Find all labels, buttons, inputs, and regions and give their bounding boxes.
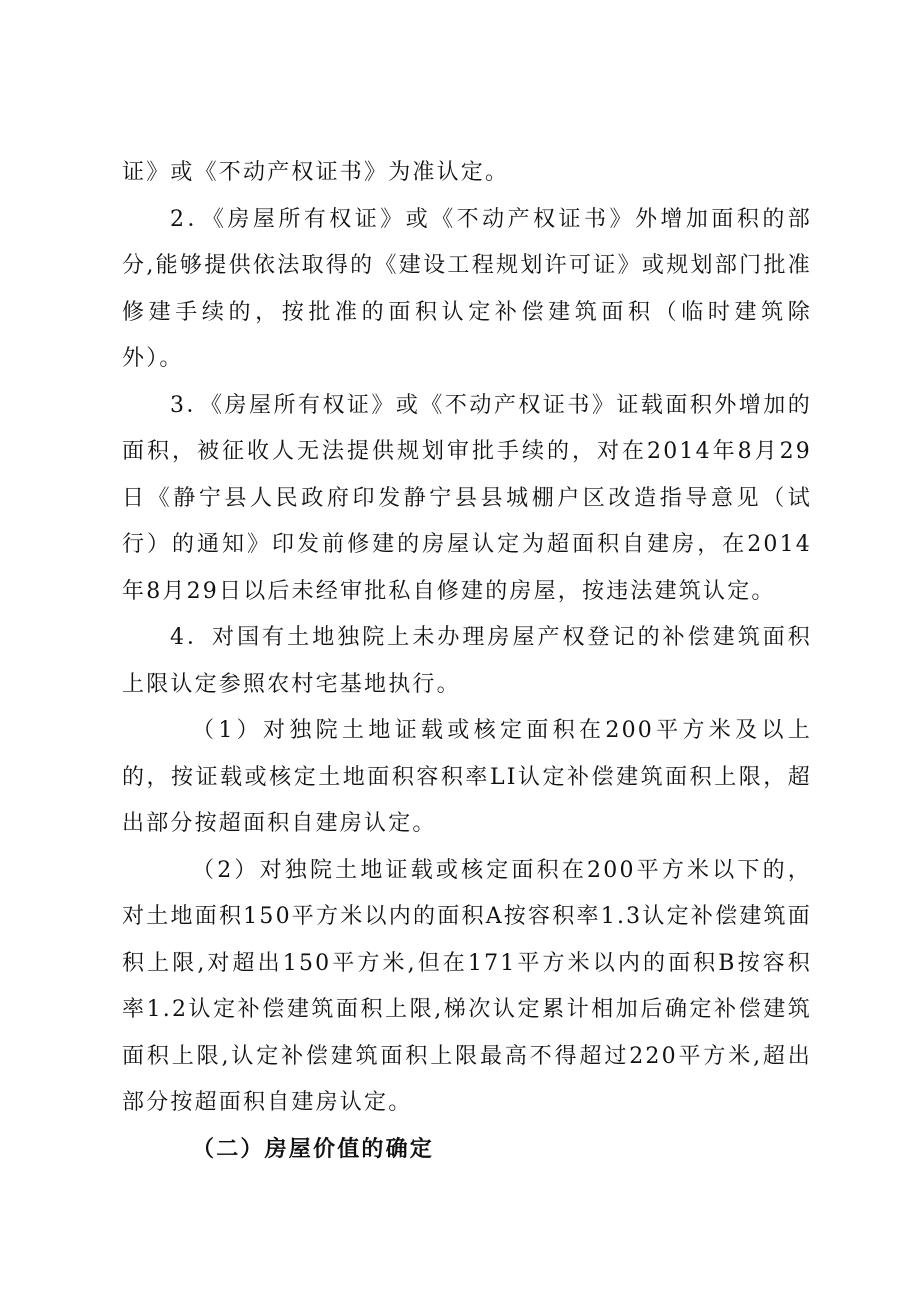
paragraph-item-3: 3．《房屋所有权证》或《不动产权证书》证载面积外增加的面积，被征收人无法提供规划审批手续的，对在2014年8月29日《静宁县人民政府印发静宁县县城棚户区改造指导意见（试行）的通知》印发前修建的房屋认定为超面积自建房，在2014年8月29日以后未经审批私自修建的房屋，按违法建筑认定。 xyxy=(122,392,812,604)
document-body xyxy=(122,150,812,1173)
paragraph-item-4: 4．对国有土地独院上未办理房屋产权登记的补偿建筑面积上限认定参照农村宅基地执行。 xyxy=(122,625,812,697)
section-heading: （二）房屋价值的确定 xyxy=(192,1136,435,1162)
paragraph-subitem-1: （1）对独院土地证载或核定面积在200平方米及以上的，按证载或核定土地面积容积率LI认定补偿建筑面积上限，超出部分按超面积自建房认定。 xyxy=(122,718,812,836)
paragraph-continuation: 证》或《不动产权证书》为准认定。 xyxy=(122,160,510,185)
paragraph-item-2: 2．《房屋所有权证》或《不动产权证书》外增加面积的部分,能够提供依法取得的《建设工程规划许可证》或规划部门批准修建手续的，按批准的面积认定补偿建筑面积（临时建筑除外）。 xyxy=(122,206,812,371)
paragraph-subitem-2: （2）对独院土地证载或核定面积在200平方米以下的，对土地面积150平方米以内的面积A按容积率1.3认定补偿建筑面积上限,对超出150平方米,但在171平方米以内的面积B按容积率1.2认定补偿建筑面积上限,梯次认定累计相加后确定补偿建筑面积上限,认定补偿建筑面积上限最高不得超过220平方米,超出部分按超面积自建房认定。 xyxy=(122,857,812,1115)
